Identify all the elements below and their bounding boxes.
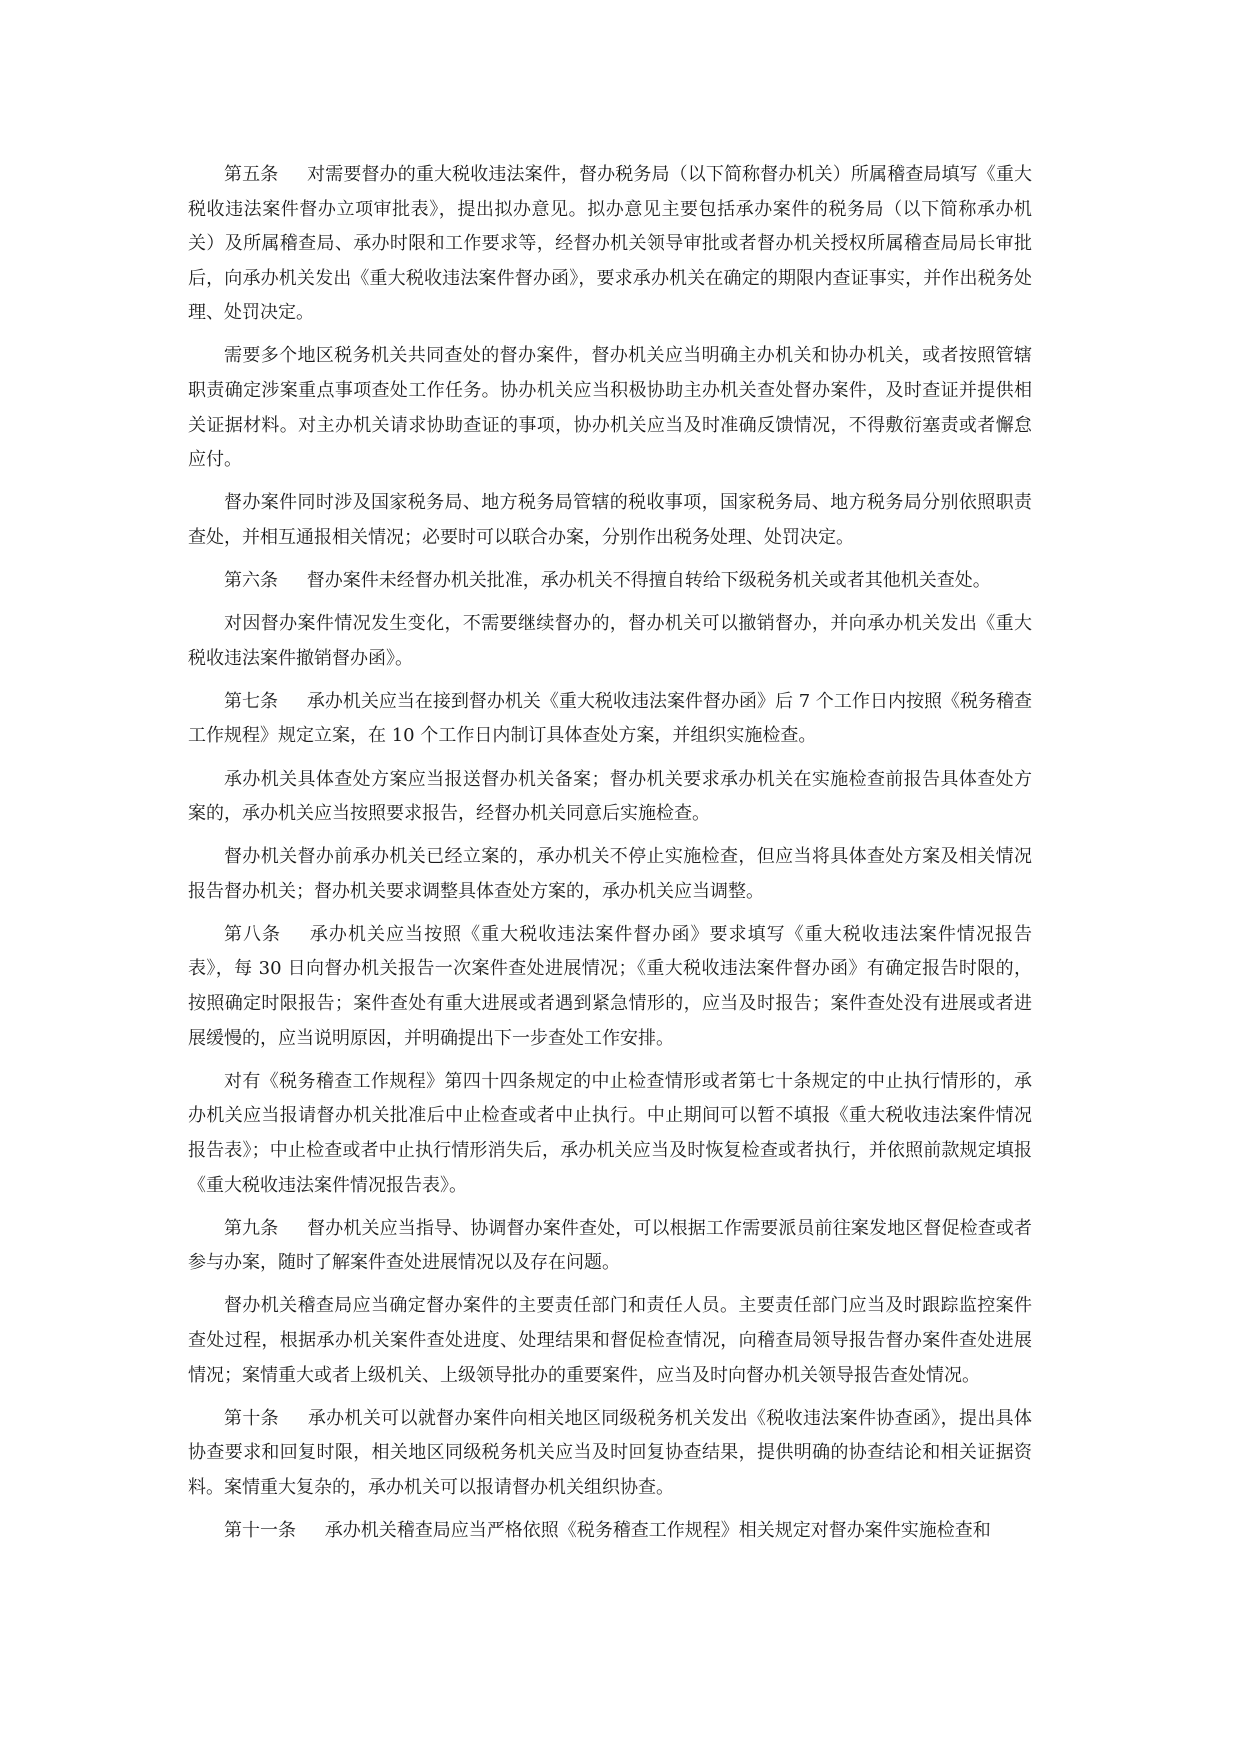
paragraph-article-10 <box>188 1402 1032 1506</box>
article-number: 第五条 <box>224 164 279 185</box>
paragraph-article-7 <box>188 685 1032 754</box>
paragraph-text: 对有《税务稽查工作规程》第四十四条规定的中止检查情形或者第七十条规定的中止执行情形的，承办机关应当报请督办机关批准后中止检查或者中止执行。中止期间可以暂不填报《重大税收违法案件情况报告表》；中止检查或者中止执行情形消失后，承办机关应当及时恢复检查或者执行，并依照前款规定填报《重大税收违法案件情况报告表》。 <box>188 1070 1032 1196</box>
paragraph <box>188 486 1032 555</box>
paragraph-article-11 <box>188 1514 1032 1549</box>
article-number: 第八条 <box>224 923 282 945</box>
paragraph-text: 督办案件未经督办机关批准，承办机关不得擅自转给下级税务机关或者其他机关查处。 <box>306 570 991 592</box>
paragraph <box>188 840 1032 909</box>
paragraph-text: 督办机关稽查局应当确定督办案件的主要责任部门和责任人员。主要责任部门应当及时跟踪监控案件查处过程，根据承办机关案件查处进度、处理结果和督促检查情况，向稽查局领导报告督办案件查处进展情况；案情重大或者上级机关、上级领导批办的重要案件，应当及时向督办机关领导报告查处情况。 <box>188 1295 1032 1386</box>
paragraph-text: 承办机关稽查局应当严格依照《税务稽查工作规程》相关规定对督办案件实施检查和 <box>324 1519 991 1541</box>
paragraph-text: 承办机关具体查处方案应当报送督办机关备案；督办机关要求承办机关在实施检查前报告具体查处方案的，承办机关应当按照要求报告，经督办机关同意后实施检查。 <box>188 768 1032 825</box>
paragraph-text: 督办机关督办前承办机关已经立案的，承办机关不停止实施检查，但应当将具体查处方案及相关情况报告督办机关；督办机关要求调整具体查处方案的，承办机关应当调整。 <box>188 846 1032 902</box>
paragraph <box>188 339 1032 477</box>
paragraph-text: 承办机关应当按照《重大税收违法案件督办函》要求填写《重大税收违法案件情况报告表》，每 30 日向督办机关报告一次案件查处进展情况；《重大税收违法案件督办函》有确定报告时限的，按照确定时限报告；案件查处有重大进展或者遇到紧急情形的，应当及时报告；案件查处没有进展或者进展缓慢的，应当说明原因，并明确提出下一步查处工作安排。 <box>188 923 1032 1049</box>
article-number: 第十一条 <box>224 1519 296 1541</box>
paragraph-text: 承办机关可以就督办案件向相关地区同级税务机关发出《税收违法案件协查函》，提出具体协查要求和回复时限，相关地区同级税务机关应当及时回复协查结果，提供明确的协查结论和相关证据资料。案情重大复杂的，承办机关可以报请督办机关组织协查。 <box>188 1407 1032 1498</box>
paragraph-article-6 <box>188 564 1032 599</box>
paragraph-text: 督办案件同时涉及国家税务局、地方税务局管辖的税收事项，国家税务局、地方税务局分别依照职责查处，并相互通报相关情况；必要时可以联合办案，分别作出税务处理、处罚决定。 <box>188 492 1032 548</box>
paragraph-text: 对因督办案件情况发生变化，不需要继续督办的，督办机关可以撤销督办，并向承办机关发出《重大税收违法案件撤销督办函》。 <box>188 613 1032 669</box>
article-number: 第七条 <box>224 690 279 712</box>
paragraph-text: 对需要督办的重大税收违法案件，督办税务局（以下简称督办机关）所属稽查局填写《重大税收违法案件督办立项审批表》，提出拟办意见。拟办意见主要包括承办案件的税务局（以下简称承办机关）及所属稽查局、承办时限和工作要求等，经督办机关领导审批或者督办机关授权所属稽查局局长审批后，向承办机关发出《重大税收违法案件督办函》，要求承办机关在确定的期限内查证事实，并作出税务处理、处罚决定。 <box>188 164 1032 324</box>
paragraph-text: 承办机关应当在接到督办机关《重大税收违法案件督办函》后 7 个工作日内按照《税务稽查工作规程》规定立案，在 10 个工作日内制订具体查处方案，并组织实施检查。 <box>188 690 1032 747</box>
paragraph-text: 需要多个地区税务机关共同查处的督办案件，督办机关应当明确主办机关和协办机关，或者按照管辖职责确定涉案重点事项查处工作任务。协办机关应当积极协助主办机关查处督办案件，及时查证并提供相关证据材料。对主办机关请求协助查证的事项，协办机关应当及时准确反馈情况，不得敷衍塞责或者懈怠应付。 <box>188 345 1032 471</box>
paragraph-article-8 <box>188 918 1032 1056</box>
article-number: 第九条 <box>224 1217 279 1239</box>
paragraph <box>188 1289 1032 1393</box>
document-body <box>188 158 1032 1557</box>
article-number: 第十条 <box>224 1407 280 1429</box>
paragraph <box>188 607 1032 676</box>
paragraph-article-5 <box>188 158 1032 331</box>
paragraph-text: 督办机关应当指导、协调督办案件查处，可以根据工作需要派员前往案发地区督促检查或者参与办案，随时了解案件查处进展情况以及存在问题。 <box>188 1217 1032 1274</box>
paragraph-article-9 <box>188 1212 1032 1281</box>
article-number: 第六条 <box>224 570 278 592</box>
paragraph <box>188 763 1032 832</box>
paragraph <box>188 1065 1032 1203</box>
